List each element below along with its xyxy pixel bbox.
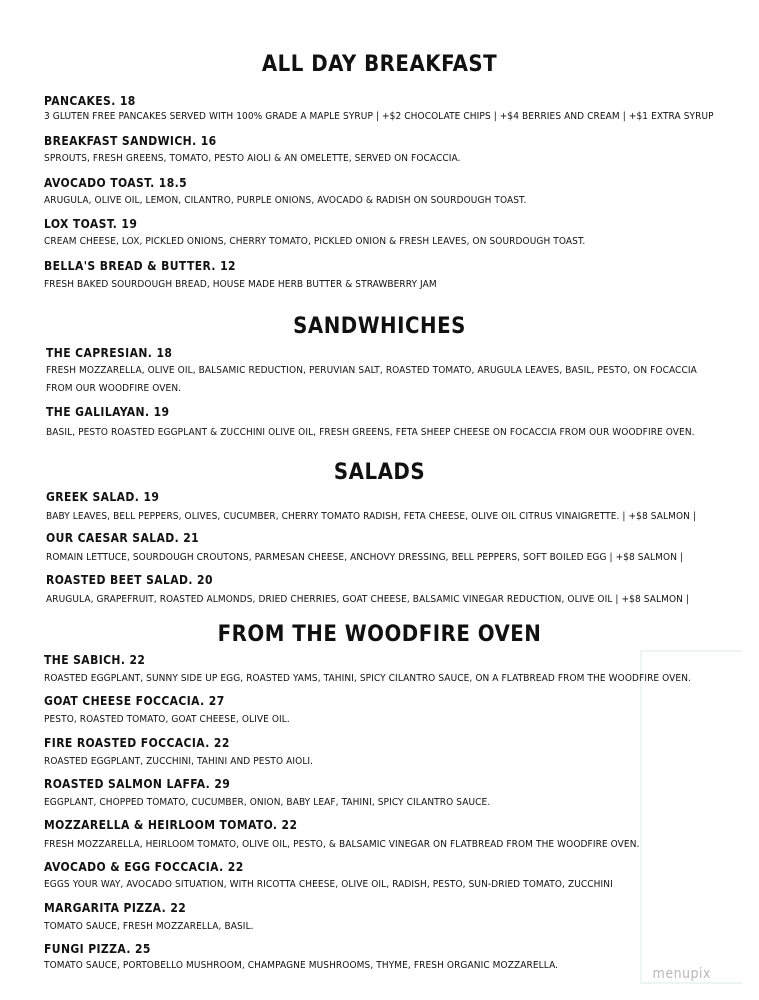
item-desc-pancakes: 3 GLUTEN FREE PANCAKES SERVED WITH 100% GRADE A MAPLE SYRUP | +$2 CHOCOLATE CHIPS | +$4 BERRIES AND CREAM | +$1 EXTRA SYRUP xyxy=(44,111,714,122)
item-desc-the-capresian: FRESH MOZZARELLA, OLIVE OIL, BALSAMIC REDUCTION, PERUVIAN SALT, ROASTED TOMATO, ARUGULA LEAVES, BASIL, PESTO, ON FOCACCIA FROM OUR WOODFIRE OVEN. xyxy=(46,365,697,394)
item-name-caesar-salad: OUR CAESAR SALAD. 21 xyxy=(46,531,200,545)
item-name-goat-cheese-foccacia: GOAT CHEESE FOCCACIA. 27 xyxy=(44,694,225,708)
item-name-roasted-salmon-laffa: ROASTED SALMON LAFFA. 29 xyxy=(44,777,231,791)
item-desc-breakfast-sandwich: SPROUTS, FRESH GREENS, TOMATO, PESTO AIOLI & AN OMELETTE, SERVED ON FOCACCIA. xyxy=(44,153,461,164)
item-name-avocado-toast: AVOCADO TOAST. 18.5 xyxy=(44,176,188,190)
item-desc-fungi-pizza: TOMATO SAUCE, PORTOBELLO MUSHROOM, CHAMPAGNE MUSHROOMS, THYME, FRESH ORGANIC MOZZARELLA. xyxy=(44,960,559,971)
item-desc-goat-cheese-foccacia: PESTO, ROASTED TOMATO, GOAT CHEESE, OLIVE OIL. xyxy=(44,714,290,725)
item-name-breakfast-sandwich: BREAKFAST SANDWICH. 16 xyxy=(44,134,217,148)
section-title-salads: SALADS xyxy=(333,460,426,485)
item-name-fungi-pizza: FUNGI PIZZA. 25 xyxy=(44,942,151,956)
item-desc-margarita-pizza: TOMATO SAUCE, FRESH MOZZARELLA, BASIL. xyxy=(44,921,254,932)
item-name-mozzarella-heirloom-tomato: MOZZARELLA & HEIRLOOM TOMATO. 22 xyxy=(44,818,298,832)
item-desc-avocado-toast: ARUGULA, OLIVE OIL, LEMON, CILANTRO, PURPLE ONIONS, AVOCADO & RADISH ON SOURDOUGH TOAST. xyxy=(44,195,527,206)
item-name-the-sabich: THE SABICH. 22 xyxy=(44,653,146,667)
item-name-greek-salad: GREEK SALAD. 19 xyxy=(46,490,160,504)
item-name-margarita-pizza: MARGARITA PIZZA. 22 xyxy=(44,901,187,915)
item-name-pancakes: PANCAKES. 18 xyxy=(44,94,136,108)
item-desc-avocado-egg-foccacia: EGGS YOUR WAY, AVOCADO SITUATION, WITH RICOTTA CHEESE, OLIVE OIL, RADISH, PESTO, SUN-DRIED TOMATO, ZUCCHINI xyxy=(44,879,613,890)
item-name-avocado-egg-foccacia: AVOCADO & EGG FOCCACIA. 22 xyxy=(44,860,244,874)
item-desc-roasted-beet-salad: ARUGULA, GRAPEFRUIT, ROASTED ALMONDS, DRIED CHERRIES, GOAT CHEESE, BALSAMIC VINEGAR REDUCTION, OLIVE OIL | +$8 SALMON | xyxy=(46,594,690,605)
item-desc-bellas-bread: FRESH BAKED SOURDOUGH BREAD, HOUSE MADE HERB BUTTER & STRAWBERRY JAM xyxy=(44,279,437,290)
menupix-watermark: menupix xyxy=(652,966,711,982)
section-title-breakfast: ALL DAY BREAKFAST xyxy=(261,52,498,77)
section-title-sandwiches: SANDWHICHES xyxy=(293,314,466,339)
item-desc-fire-roasted-foccacia: ROASTED EGGPLANT, ZUCCHINI, TAHINI AND PESTO AIOLI. xyxy=(44,756,314,767)
item-desc-the-sabich: ROASTED EGGPLANT, SUNNY SIDE UP EGG, ROASTED YAMS, TAHINI, SPICY CILANTRO SAUCE, ON A FLATBREAD FROM THE WOODFIRE OVEN. xyxy=(44,673,691,684)
item-name-roasted-beet-salad: ROASTED BEET SALAD. 20 xyxy=(46,573,213,587)
item-desc-roasted-salmon-laffa: EGGPLANT, CHOPPED TOMATO, CUCUMBER, ONION, BABY LEAF, TAHINI, SPICY CILANTRO SAUCE. xyxy=(44,797,491,808)
item-name-the-galilayan: THE GALILAYAN. 19 xyxy=(46,405,170,419)
item-name-lox-toast: LOX TOAST. 19 xyxy=(44,217,138,231)
item-desc-caesar-salad: ROMAIN LETTUCE, SOURDOUGH CROUTONS, PARMESAN CHEESE, ANCHOVY DRESSING, BELL PEPPERS, SOFT BOILED EGG | +$8 SALMON | xyxy=(46,552,684,563)
item-desc-mozzarella-heirloom-tomato: FRESH MOZZARELLA, HEIRLOOM TOMATO, OLIVE OIL, PESTO, & BALSAMIC VINEGAR ON FLATBREAD FROM THE WOODFIRE OVEN. xyxy=(44,839,640,850)
item-name-the-capresian: THE CAPRESIAN. 18 xyxy=(46,346,173,360)
section-title-woodfire-oven: FROM THE WOODFIRE OVEN xyxy=(217,622,542,647)
item-desc-the-galilayan: BASIL, PESTO ROASTED EGGPLANT & ZUCCHINI OLIVE OIL, FRESH GREENS, FETA SHEEP CHEESE ON FOCACCIA FROM OUR WOODFIRE OVEN. xyxy=(46,427,695,438)
item-name-fire-roasted-foccacia: FIRE ROASTED FOCCACIA. 22 xyxy=(44,736,230,750)
item-name-bellas-bread: BELLA'S BREAD & BUTTER. 12 xyxy=(44,259,236,273)
item-desc-lox-toast: CREAM CHEESE, LOX, PICKLED ONIONS, CHERRY TOMATO, PICKLED ONION & FRESH LEAVES, ON SOURDOUGH TOAST. xyxy=(44,236,586,247)
item-desc-greek-salad: BABY LEAVES, BELL PEPPERS, OLIVES, CUCUMBER, CHERRY TOMATO RADISH, FETA CHEESE, OLIVE OIL CITRUS VINAIGRETTE. | +$8 SALMON | xyxy=(46,511,697,522)
background-frame xyxy=(640,650,742,984)
